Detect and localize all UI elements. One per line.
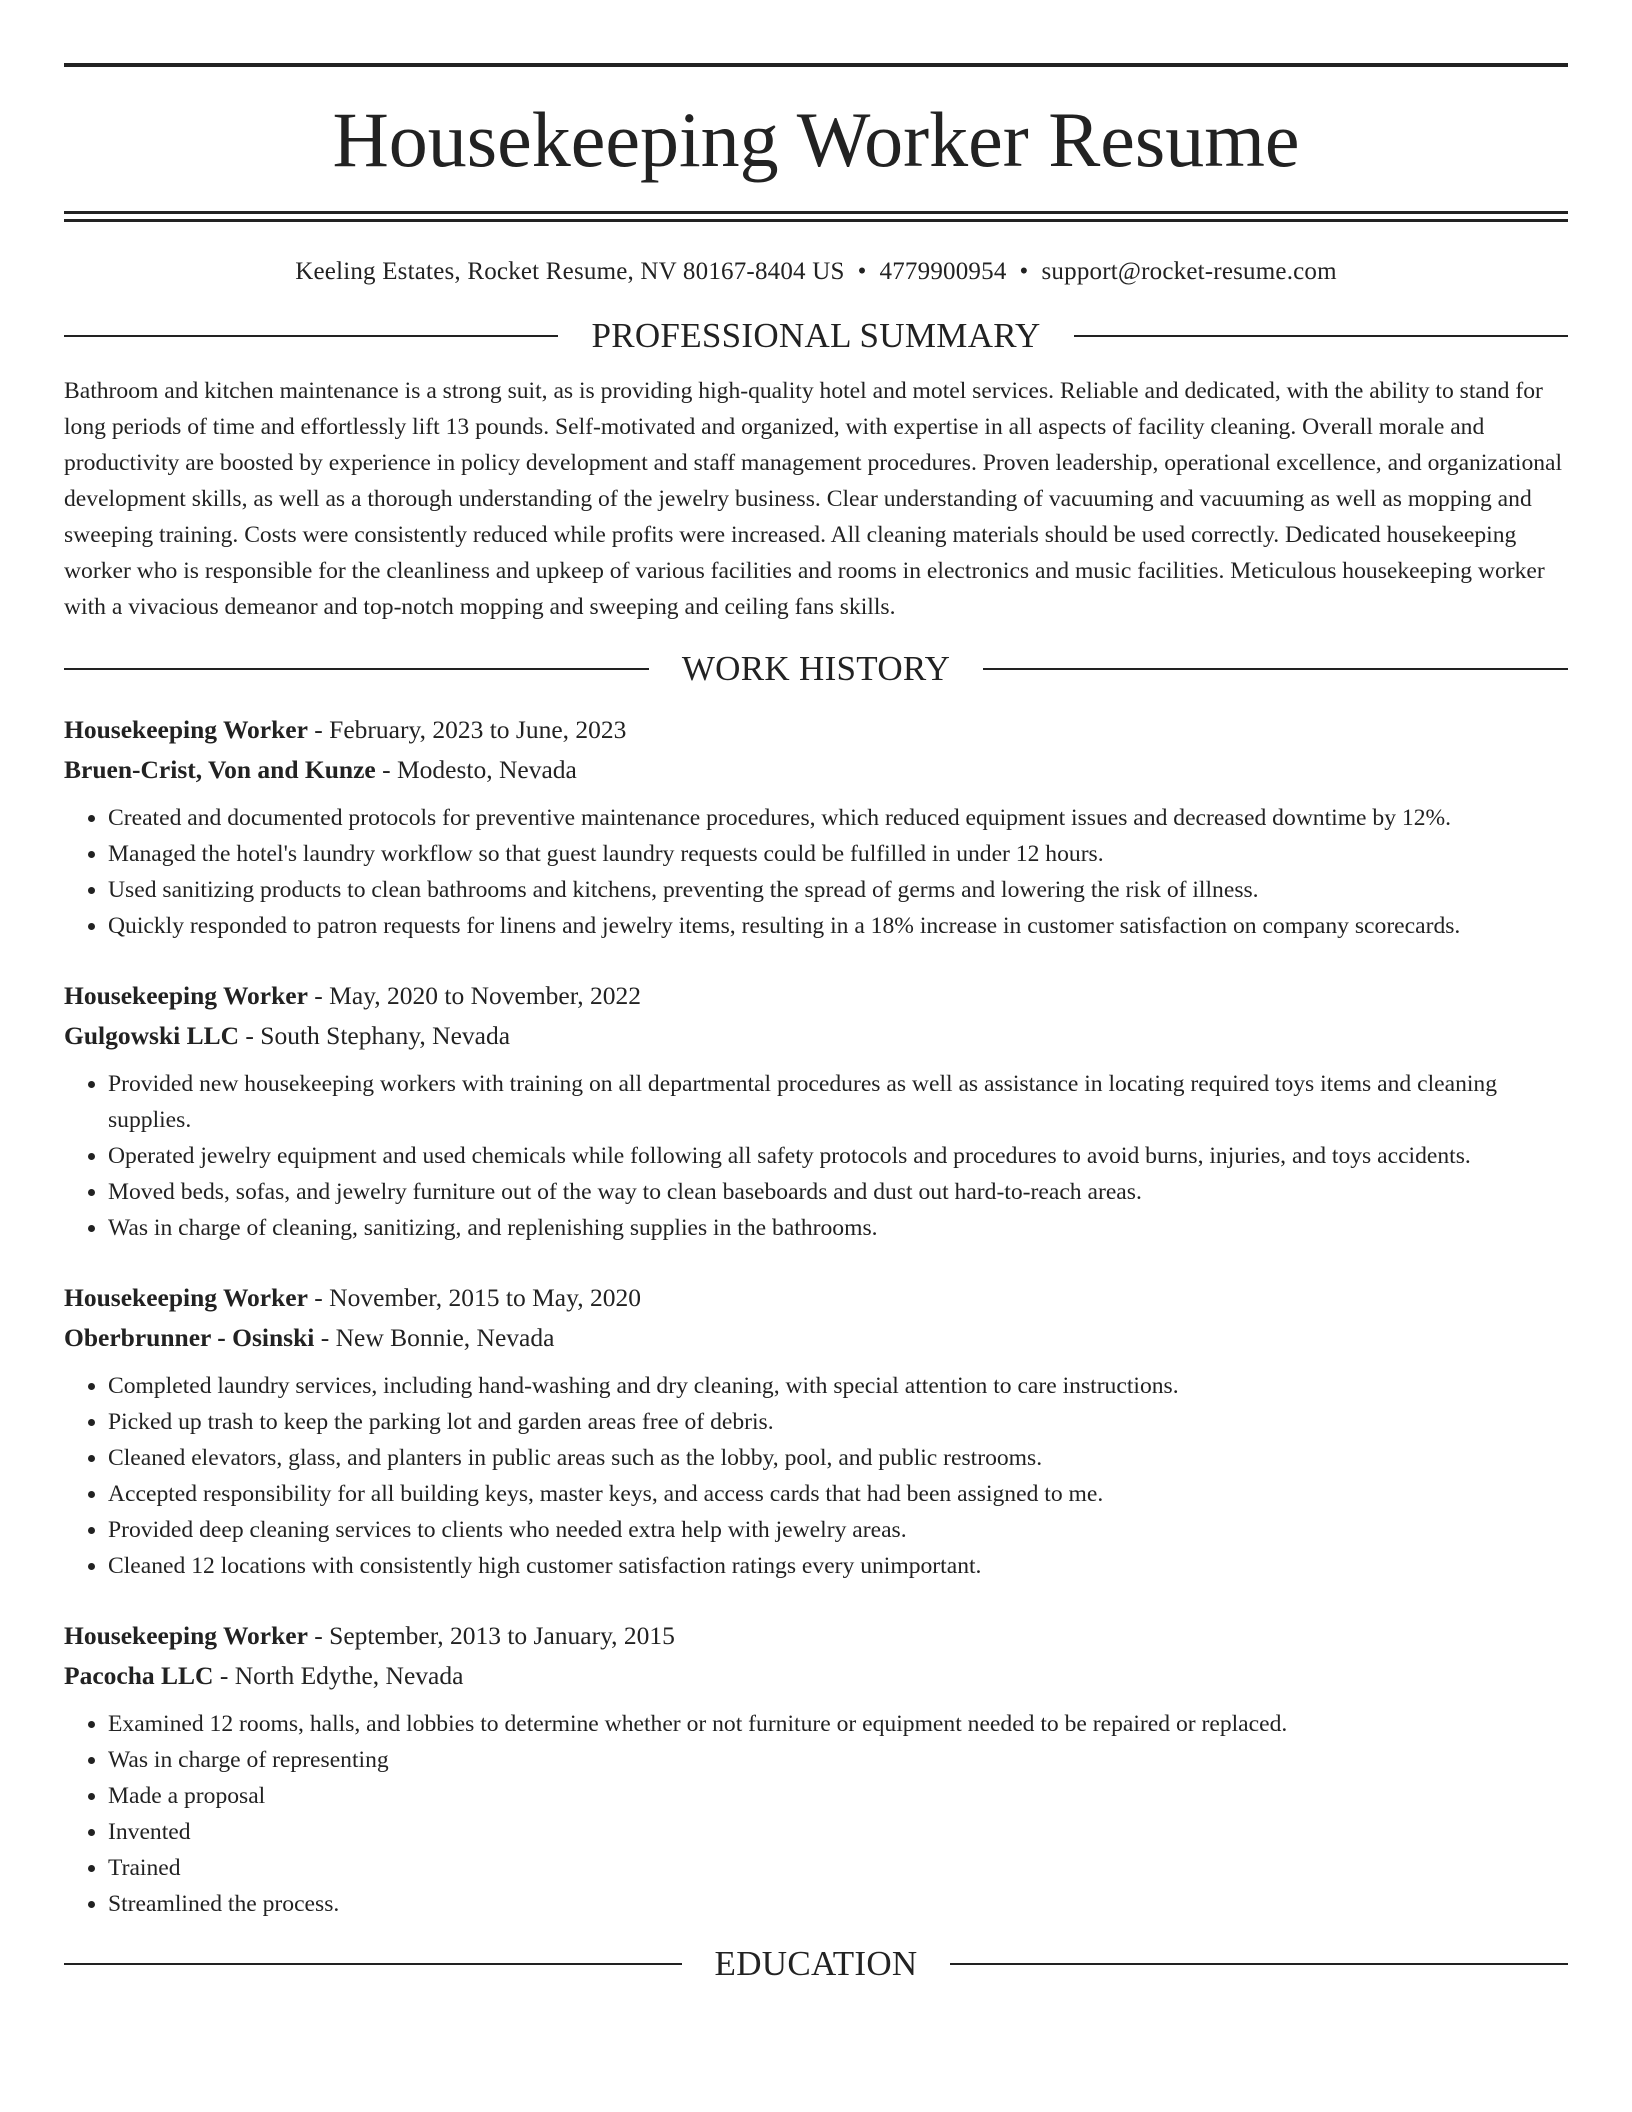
education-heading-label: EDUCATION <box>714 1944 918 1983</box>
education-heading <box>64 1946 1568 1981</box>
job-title: Housekeeping Worker <box>64 1621 308 1650</box>
summary-text: Bathroom and kitchen maintenance is a strong suit, as is providing high-quality hotel and motel services. Reliable and dedicated, with the ability to stand for long periods of time and effortlessly lift 13 pounds. Self-motivated and organized, with expertise in all aspects of facility cleaning. Overall morale and productivity are boosted by experience in policy development and staff management procedures. Proven leadership, operational excellence, and organizational development skills, as well as a thorough understanding of the jewelry business. Clear understanding of vacuuming and vacuuming as well as mopping and sweeping training. Costs were consistently reduced while profits were increased. All cleaning materials should be used correctly. Dedicated housekeeping worker who is responsible for the cleanliness and upkeep of various facilities and rooms in electronics and music facilities. Meticulous housekeeping worker with a vivacious demeanor and top-notch mopping and sweeping and ceiling fans skills. <box>64 378 1563 620</box>
job-bullet: • Operated jewelry equipment and used chemicals while following all safety protocols and procedures to avoid burns, injuries, and toys accidents. <box>108 1138 1568 1174</box>
work-history-heading-label: WORK HISTORY <box>681 649 951 688</box>
job-location: South Stephany, Nevada <box>260 1021 511 1050</box>
job-bullet: • Quickly responded to patron requests for linens and jewelry items, resulting in a 18% increase in customer satisfaction on company scorecards. <box>108 908 1568 944</box>
job-dash: - <box>314 715 323 744</box>
contact-separator: • <box>857 258 867 285</box>
job-title-line <box>64 976 1568 1016</box>
job-dash: - <box>320 1323 330 1352</box>
job-company-line <box>64 1318 1568 1358</box>
job-location: New Bonnie, Nevada <box>335 1323 555 1352</box>
job-dates: November, 2015 to May, 2020 <box>329 1283 641 1312</box>
job-company: Bruen-Crist, Von and Kunze <box>64 755 376 784</box>
heading-rule-left <box>64 1963 682 1965</box>
job-company-line <box>64 750 1568 790</box>
job-bullet: • Used sanitizing products to clean bathrooms and kitchens, preventing the spread of germs and lowering the risk of illness. <box>108 872 1568 908</box>
summary-heading-label: PROFESSIONAL SUMMARY <box>591 316 1041 355</box>
heading-rule-right <box>950 1963 1568 1965</box>
job-bullet: • Examined 12 rooms, halls, and lobbies to determine whether or not furniture or equipment needed to be repaired or replaced. <box>108 1706 1568 1742</box>
job-bullets <box>64 800 1568 944</box>
job-title-line <box>64 1278 1568 1318</box>
job-dash: - <box>245 1021 254 1050</box>
job-bullet: • Cleaned elevators, glass, and planters in public areas such as the lobby, pool, and public restrooms. <box>108 1440 1568 1476</box>
job-bullet: • Streamlined the process. <box>108 1886 1568 1922</box>
job-bullet: • Moved beds, sofas, and jewelry furniture out of the way to clean baseboards and dust out hard-to-reach areas. <box>108 1174 1568 1210</box>
job-company-line <box>64 1016 1568 1056</box>
job-entry <box>64 710 1568 944</box>
contact-address: Keeling Estates, Rocket Resume, NV 80167-8404 US <box>295 258 845 285</box>
contact-line <box>64 258 1568 286</box>
job-company: Gulgowski LLC <box>64 1021 240 1050</box>
heading-rule-left <box>64 668 649 670</box>
job-company-line <box>64 1656 1568 1696</box>
job-dates: February, 2023 to June, 2023 <box>329 715 627 744</box>
summary-heading <box>64 318 1568 353</box>
job-bullet: • Made a proposal <box>108 1778 1568 1814</box>
job-dates: September, 2013 to January, 2015 <box>329 1621 675 1650</box>
job-bullet: • Cleaned 12 locations with consistently high customer satisfaction ratings every unimportant. <box>108 1548 1568 1584</box>
job-dates: May, 2020 to November, 2022 <box>329 981 641 1010</box>
job-bullet: • Created and documented protocols for preventive maintenance procedures, which reduced equipment issues and decreased downtime by 12%. <box>108 800 1568 836</box>
job-bullet: • Provided deep cleaning services to clients who needed extra help with jewelry areas. <box>108 1512 1568 1548</box>
job-entry <box>64 1278 1568 1584</box>
work-history-heading <box>64 651 1568 686</box>
job-dash: - <box>314 1283 323 1312</box>
job-bullet: • Invented <box>108 1814 1568 1850</box>
heading-rule-right <box>1074 335 1568 337</box>
job-bullet: • Completed laundry services, including hand-washing and dry cleaning, with special attention to care instructions. <box>108 1368 1568 1404</box>
heading-rule-left <box>64 335 558 337</box>
resume-title: Housekeeping Worker Resume <box>332 96 1300 183</box>
top-rule <box>64 63 1568 67</box>
job-company: Pacocha LLC <box>64 1661 214 1690</box>
job-title-line <box>64 1616 1568 1656</box>
job-location: Modesto, Nevada <box>396 755 577 784</box>
job-entry <box>64 976 1568 1246</box>
job-dash: - <box>219 1661 229 1690</box>
job-bullet: • Trained <box>108 1850 1568 1886</box>
job-title: Housekeeping Worker <box>64 981 308 1010</box>
job-dash: - <box>382 755 391 784</box>
job-location: North Edythe, Nevada <box>234 1661 464 1690</box>
title-double-rule <box>64 211 1568 222</box>
job-title: Housekeeping Worker <box>64 715 308 744</box>
job-bullets <box>64 1368 1568 1584</box>
job-bullet: • Was in charge of representing <box>108 1742 1568 1778</box>
job-bullet: • Accepted responsibility for all building keys, master keys, and access cards that had been assigned to me. <box>108 1476 1568 1512</box>
contact-email: support@rocket-resume.com <box>1041 258 1337 285</box>
job-company: Oberbrunner - Osinski <box>64 1323 315 1352</box>
job-bullet: • Managed the hotel's laundry workflow so that guest laundry requests could be fulfilled in under 12 hours. <box>108 836 1568 872</box>
job-bullets <box>64 1066 1568 1246</box>
job-bullet: • Picked up trash to keep the parking lot and garden areas free of debris. <box>108 1404 1568 1440</box>
job-title-line <box>64 710 1568 750</box>
contact-phone: 4779900954 <box>879 258 1007 285</box>
heading-rule-right <box>983 668 1568 670</box>
contact-separator: • <box>1019 258 1029 285</box>
job-entry <box>64 1616 1568 1922</box>
job-dash: - <box>314 1621 323 1650</box>
job-bullet: • Provided new housekeeping workers with training on all departmental procedures as well as assistance in locating required toys items and cleaning supplies. <box>108 1066 1568 1138</box>
job-bullet: • Was in charge of cleaning, sanitizing, and replenishing supplies in the bathrooms. <box>108 1210 1568 1246</box>
job-bullets <box>64 1706 1568 1922</box>
job-dash: - <box>314 981 323 1010</box>
job-title: Housekeeping Worker <box>64 1283 308 1312</box>
